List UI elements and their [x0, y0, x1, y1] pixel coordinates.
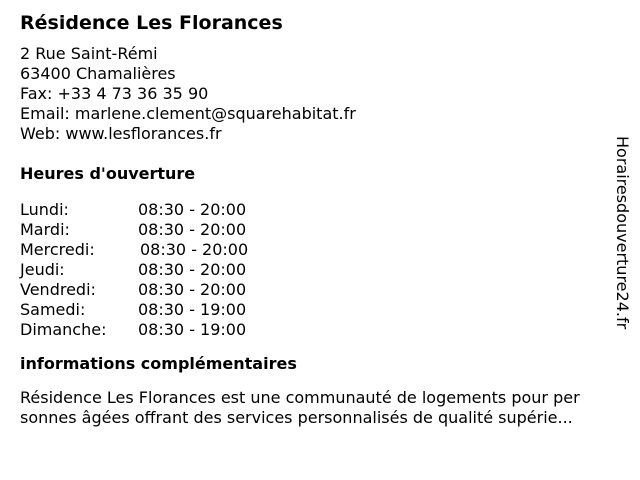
- hours-table: [20, 200, 610, 340]
- time-range: 08:30 - 20:00: [138, 280, 247, 299]
- hours-row-tuesday: [20, 220, 610, 240]
- time-range: 08:30 - 20:00: [138, 220, 247, 239]
- business-card: [20, 8, 610, 428]
- address-street: 2 Rue Saint-Rémi: [20, 44, 158, 63]
- info-line: sonnes âgées offrant des services personnalisés de qualité supérie...: [20, 408, 573, 427]
- info-line: Résidence Les Florances est une communauté de logements pour per: [20, 388, 580, 407]
- hours-row-monday: [20, 200, 610, 220]
- hours-row-thursday: [20, 260, 610, 280]
- day-label: Mercredi:: [20, 240, 95, 259]
- fax-number: Fax: +33 4 73 36 35 90: [20, 84, 209, 103]
- day-label: Vendredi:: [20, 280, 96, 299]
- day-label: Jeudi:: [20, 260, 65, 279]
- business-name: Résidence Les Florances: [20, 12, 283, 34]
- time-range: 08:30 - 19:00: [138, 320, 247, 339]
- contact-block: [20, 44, 610, 144]
- website-link[interactable]: Web: www.lesflorances.fr: [20, 124, 222, 143]
- hours-row-wednesday: [20, 240, 610, 260]
- info-description: [20, 388, 620, 428]
- day-label: Mardi:: [20, 220, 70, 239]
- site-watermark: Horairesdouverture24.fr: [613, 136, 632, 330]
- hours-heading: Heures d'ouverture: [20, 164, 196, 183]
- info-heading: informations complémentaires: [20, 354, 297, 373]
- time-range: 08:30 - 19:00: [138, 300, 247, 319]
- hours-row-sunday: [20, 320, 610, 340]
- hours-row-saturday: [20, 300, 610, 320]
- address-city: 63400 Chamalières: [20, 64, 176, 83]
- day-label: Samedi:: [20, 300, 86, 319]
- day-label: Dimanche:: [20, 320, 107, 339]
- hours-row-friday: [20, 280, 610, 300]
- time-range: 08:30 - 20:00: [138, 260, 247, 279]
- time-range: 08:30 - 20:00: [138, 200, 247, 219]
- day-label: Lundi:: [20, 200, 69, 219]
- email-address[interactable]: Email: marlene.clement@squarehabitat.fr: [20, 104, 356, 123]
- time-range: 08:30 - 20:00: [140, 240, 249, 259]
